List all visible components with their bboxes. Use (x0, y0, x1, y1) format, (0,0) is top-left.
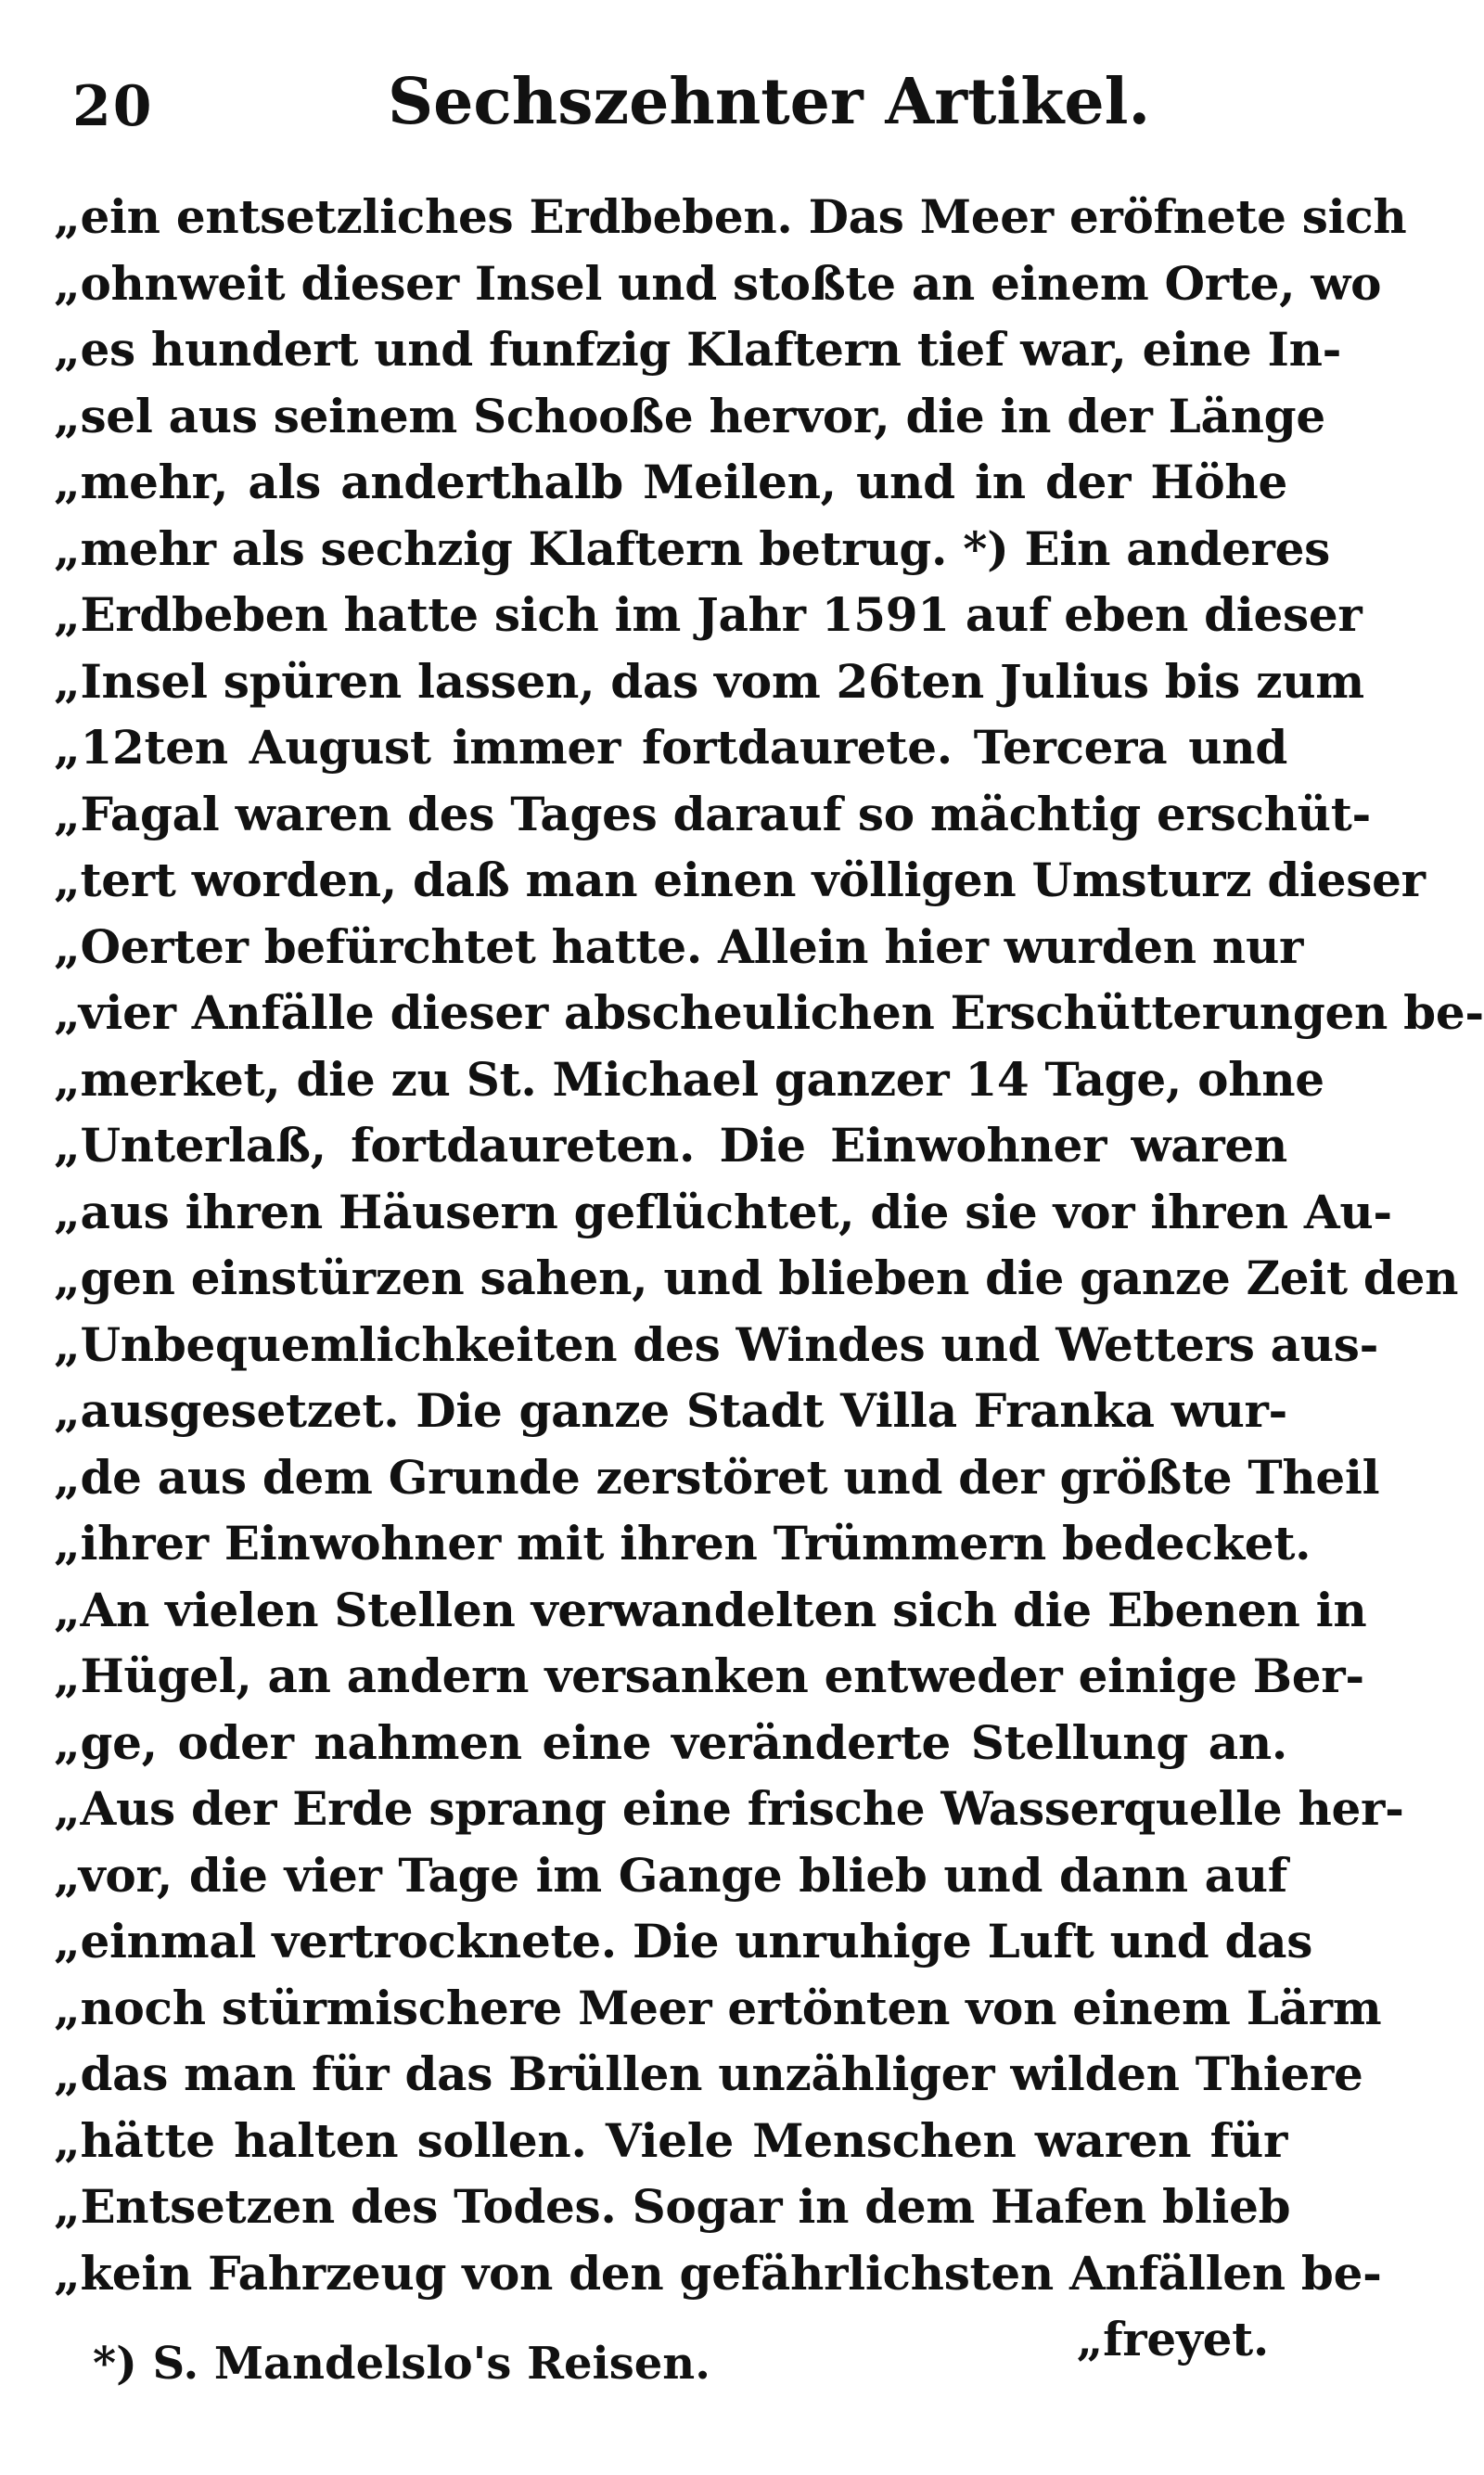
text-line: „hätte halten sollen. Viele Menschen waren für (54, 2112, 1287, 2168)
running-title: Sechszehnter Artikel. (388, 65, 1151, 139)
text-line: „Oerter befürchtet hatte. Allein hier wurden nur (54, 918, 1304, 974)
text-line: „ausgesetzet. Die ganze Stadt Villa Franka wur- (54, 1383, 1287, 1438)
text-line: „mehr, als anderthalb Meilen, und in der Höhe (54, 455, 1287, 509)
text-line: „12ten August immer fortdaurete. Tercera und (54, 720, 1287, 775)
text-line: „Entsetzen des Todes. Sogar in dem Hafen blieb (54, 2179, 1291, 2234)
text-line: „kein Fahrzeug von den gefährlichsten Anfällen be- (54, 2245, 1382, 2301)
text-line: „mehr als sechzig Klaftern betrug. *) Ein anderes (54, 520, 1330, 576)
text-line: „das man für das Brüllen unzähliger wilden Thiere (54, 2046, 1363, 2101)
text-line: „sel aus seinem Schooße hervor, die in der Länge (54, 388, 1325, 443)
text-line: „ihrer Einwohner mit ihren Trümmern bedecket. (54, 1516, 1311, 1571)
text-line: „Hügel, an andern versanken entweder einige Ber- (54, 1648, 1364, 1703)
text-line: „An vielen Stellen verwandelten sich die Ebenen in (54, 1582, 1367, 1637)
page-number: 20 (72, 74, 154, 139)
text-line: „gen einstürzen sahen, und blieben die ganze Zeit den (54, 1250, 1459, 1305)
footnote: *) S. Mandelslo's Reisen. (93, 2338, 710, 2390)
text-line: „ein entsetzliches Erdbeben. Das Meer eröfnete sich (54, 189, 1407, 244)
text-line: „es hundert und funfzig Klaftern tief war, eine In- (54, 322, 1342, 377)
text-line: „merket, die zu St. Michael ganzer 14 Tage, ohne (54, 1051, 1324, 1107)
body-text (54, 184, 1484, 2373)
text-line: „vor, die vier Tage im Gange blieb und dann auf (54, 1847, 1287, 1903)
text-line: „aus ihren Häusern geflüchtet, die sie vor ihren Au- (54, 1184, 1392, 1239)
text-line: „noch stürmischere Meer ertönten von einem Lärm (54, 1980, 1382, 2035)
text-line: „tert worden, daß man einen völligen Umsturz dieser (54, 853, 1426, 907)
text-line: „ohnweit dieser Insel und stoßte an einem Orte, wo (54, 255, 1382, 311)
text-line: „ge, oder nahmen eine veränderte Stellung an. (54, 1714, 1287, 1770)
text-line: „Erdbeben hatte sich im Jahr 1591 auf eben dieser (54, 587, 1362, 642)
text-line: „Aus der Erde sprang eine frische Wasserquelle her- (54, 1781, 1404, 1836)
page-header (72, 65, 1278, 148)
text-line: „Unbequemlichkeiten des Windes und Wetters aus- (54, 1316, 1379, 1372)
text-line: „de aus dem Grunde zerstöret und der größte Theil (54, 1449, 1380, 1505)
text-line: „Insel spüren lassen, das vom 26ten Julius bis zum (54, 653, 1364, 709)
text-line: „Unterlaß, fortdaureten. Die Einwohner waren (54, 1118, 1287, 1173)
text-line: „vier Anfälle dieser abscheulichen Erschütterungen be- (54, 985, 1484, 1040)
text-line: „einmal vertrocknete. Die unruhige Luft und das (54, 1914, 1313, 1968)
text-line: „Fagal waren des Tages darauf so mächtig erschüt- (54, 786, 1371, 841)
text-line-final: „freyet. (1076, 2312, 1269, 2366)
